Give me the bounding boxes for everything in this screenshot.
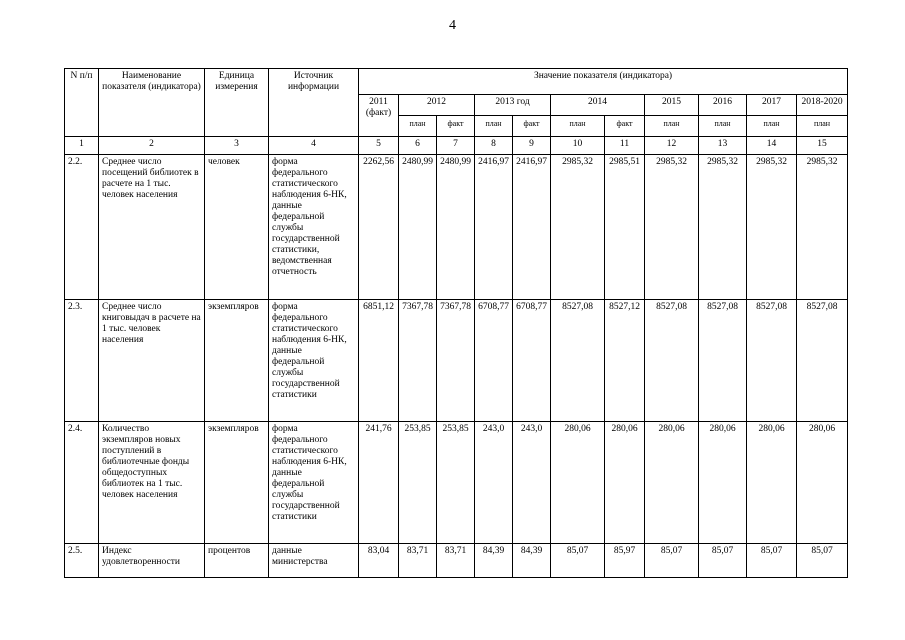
value-2015-plan: 85,07 <box>645 544 699 578</box>
value-2014-plan: 85,07 <box>551 544 605 578</box>
column-number: 12 <box>645 137 699 155</box>
value-2016-plan: 2985,32 <box>699 155 747 300</box>
value-2013-plan: 2416,97 <box>475 155 513 300</box>
column-number: 15 <box>797 137 848 155</box>
value-2014-fact: 85,97 <box>605 544 645 578</box>
value-2012-plan: 7367,78 <box>399 300 437 422</box>
value-2015-plan: 8527,08 <box>645 300 699 422</box>
row-number: 2.5. <box>65 544 99 578</box>
value-2013-plan: 6708,77 <box>475 300 513 422</box>
value-2014-plan: 2985,32 <box>551 155 605 300</box>
row-number: 2.3. <box>65 300 99 422</box>
unit: процентов <box>205 544 269 578</box>
value-2014-plan: 8527,08 <box>551 300 605 422</box>
value-2012-fact: 253,85 <box>437 422 475 544</box>
value-2014-fact: 280,06 <box>605 422 645 544</box>
header-year-2013: 2013 год <box>475 95 551 116</box>
indicator-name: Количество экземпляров новых поступлений в библиотечные фонды общедоступных библиотек на 1 тыс. человек населения <box>99 422 205 544</box>
header-plan: план <box>747 116 797 137</box>
value-2014-fact: 8527,12 <box>605 300 645 422</box>
value-2016-plan: 8527,08 <box>699 300 747 422</box>
header-plan: план <box>399 116 437 137</box>
column-number: 13 <box>699 137 747 155</box>
header-year-2015: 2015 <box>645 95 699 116</box>
header-fact: факт <box>605 116 645 137</box>
header-num: N п/п <box>65 69 99 137</box>
value-2011-fact: 83,04 <box>359 544 399 578</box>
value-2013-plan: 243,0 <box>475 422 513 544</box>
value-2013-fact: 243,0 <box>513 422 551 544</box>
value-2013-fact: 84,39 <box>513 544 551 578</box>
header-source: Источник информации <box>269 69 359 137</box>
indicator-name: Индекс удовлетворенности <box>99 544 205 578</box>
row-number: 2.4. <box>65 422 99 544</box>
value-2012-plan: 2480,99 <box>399 155 437 300</box>
value-2018-2020-plan: 8527,08 <box>797 300 848 422</box>
value-2017-plan: 8527,08 <box>747 300 797 422</box>
value-2018-2020-plan: 280,06 <box>797 422 848 544</box>
header-year-2018-2020: 2018-2020 <box>797 95 848 116</box>
source: форма федерального статистического наблюдения 6-НК, данные федеральной службы государственной статистики <box>269 300 359 422</box>
value-2018-2020-plan: 2985,32 <box>797 155 848 300</box>
value-2014-plan: 280,06 <box>551 422 605 544</box>
header-plan: план <box>797 116 848 137</box>
source: форма федерального статистического наблюдения 6-НК, данные федеральной службы государственной статистики <box>269 422 359 544</box>
unit: экземпляров <box>205 422 269 544</box>
column-number: 6 <box>399 137 437 155</box>
value-2013-fact: 6708,77 <box>513 300 551 422</box>
value-2018-2020-plan: 85,07 <box>797 544 848 578</box>
row-number: 2.2. <box>65 155 99 300</box>
value-2015-plan: 280,06 <box>645 422 699 544</box>
value-2011-fact: 241,76 <box>359 422 399 544</box>
table-row <box>65 544 848 578</box>
table-row <box>65 300 848 422</box>
table-row <box>65 422 848 544</box>
value-2012-fact: 7367,78 <box>437 300 475 422</box>
column-number: 4 <box>269 137 359 155</box>
value-2017-plan: 280,06 <box>747 422 797 544</box>
header-year-2012: 2012 <box>399 95 475 116</box>
value-2016-plan: 280,06 <box>699 422 747 544</box>
column-number: 7 <box>437 137 475 155</box>
column-number: 5 <box>359 137 399 155</box>
value-2017-plan: 85,07 <box>747 544 797 578</box>
header-unit: Единица измерения <box>205 69 269 137</box>
page-number: 4 <box>449 18 456 33</box>
header-fact: факт <box>513 116 551 137</box>
header-year-2011: 2011 (факт) <box>359 95 399 137</box>
header-row-1 <box>65 69 848 95</box>
column-number: 3 <box>205 137 269 155</box>
value-2015-plan: 2985,32 <box>645 155 699 300</box>
column-number: 9 <box>513 137 551 155</box>
header-year-2017: 2017 <box>747 95 797 116</box>
column-number: 8 <box>475 137 513 155</box>
value-2012-fact: 2480,99 <box>437 155 475 300</box>
column-number: 2 <box>99 137 205 155</box>
value-2016-plan: 85,07 <box>699 544 747 578</box>
value-2017-plan: 2985,32 <box>747 155 797 300</box>
column-number: 10 <box>551 137 605 155</box>
header-plan: план <box>551 116 605 137</box>
unit: человек <box>205 155 269 300</box>
value-2011-fact: 6851,12 <box>359 300 399 422</box>
column-number-row <box>65 137 848 155</box>
value-2014-fact: 2985,51 <box>605 155 645 300</box>
indicator-name: Среднее число книговыдач в расчете на 1 тыс. человек населения <box>99 300 205 422</box>
indicators-table <box>64 68 848 578</box>
header-plan: план <box>645 116 699 137</box>
column-number: 14 <box>747 137 797 155</box>
value-2013-plan: 84,39 <box>475 544 513 578</box>
column-number: 11 <box>605 137 645 155</box>
source: форма федерального статистического наблюдения 6-НК, данные федеральной службы государственной статистики, ведомственная отчетность <box>269 155 359 300</box>
indicator-name: Среднее число посещений библиотек в расчете на 1 тыс. человек населения <box>99 155 205 300</box>
header-plan: план <box>699 116 747 137</box>
value-2011-fact: 2262,56 <box>359 155 399 300</box>
header-year-2014: 2014 <box>551 95 645 116</box>
column-number: 1 <box>65 137 99 155</box>
header-fact: факт <box>437 116 475 137</box>
value-2013-fact: 2416,97 <box>513 155 551 300</box>
header-year-2016: 2016 <box>699 95 747 116</box>
header-value: Значение показателя (индикатора) <box>359 69 848 95</box>
value-2012-fact: 83,71 <box>437 544 475 578</box>
header-name: Наименование показателя (индикатора) <box>99 69 205 137</box>
source: данные министерства <box>269 544 359 578</box>
table-row <box>65 155 848 300</box>
header-plan: план <box>475 116 513 137</box>
value-2012-plan: 83,71 <box>399 544 437 578</box>
value-2012-plan: 253,85 <box>399 422 437 544</box>
unit: экземпляров <box>205 300 269 422</box>
